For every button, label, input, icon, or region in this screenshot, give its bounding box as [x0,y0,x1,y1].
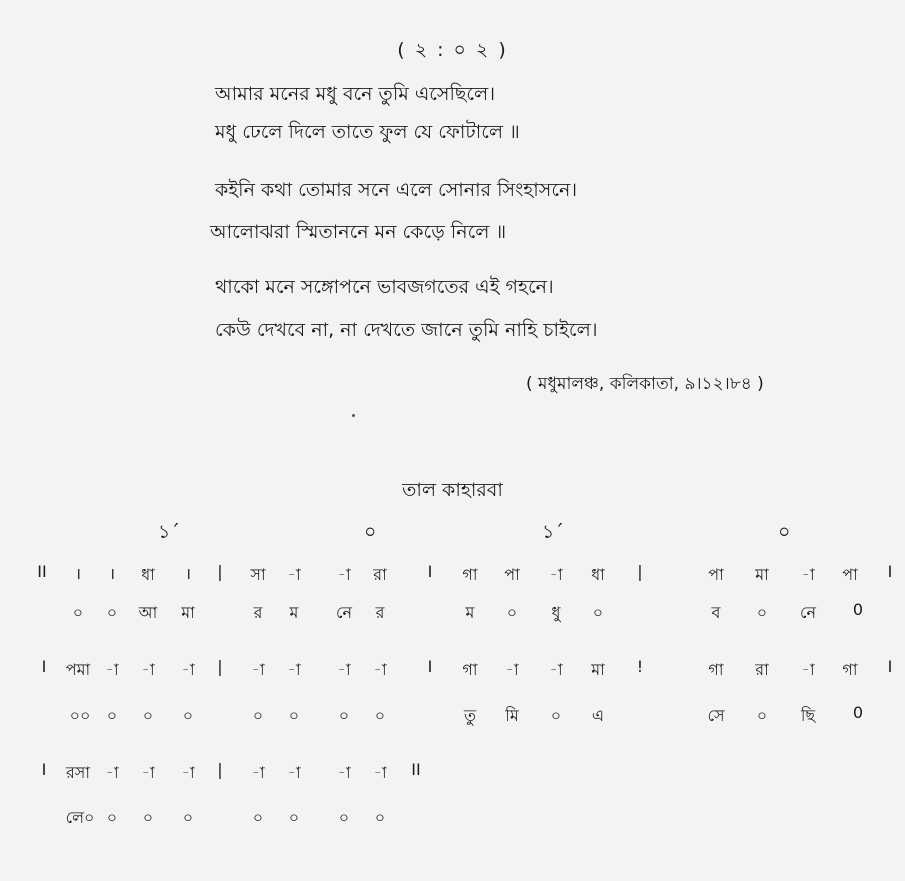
swara-cell: I [41,657,47,676]
swara-cell: পমা [65,660,91,679]
swara-cell: | [637,562,643,581]
notation-row-3 [0,760,905,786]
swara-cell: রা [755,660,769,679]
swara-cell: মা [755,565,769,584]
lyric-cell: ০ [182,706,194,725]
swara-cell: I [887,657,893,676]
lyric-cell: ০ [756,706,768,725]
swara-cell: গা [708,660,724,679]
lyric-cell: ০ [252,706,264,725]
swara-cell: । [184,564,192,583]
lyric-cell: ০ [252,808,264,827]
poem-line-1: আমার মনের মধু বনে তুমি এসেছিলে। [215,83,496,105]
lyric-cell: ০ [338,808,350,827]
lyric-cell: ০ [550,706,562,725]
swara-cell: গা [842,660,858,679]
lyric-cell: ০ [756,603,768,622]
lyric-cell: ছি [800,706,816,725]
swara-cell: পা [842,565,858,584]
swara-cell: | [217,562,223,581]
lyric-cell: ম [465,603,475,622]
poem-line-6: কেউ দেখবে না, না দেখতে জানে তুমি নাহি চাইলে। [215,319,598,341]
poem-line-4: আলোঝরা স্মিতাননে মন কেড়ে নিলে ॥ [210,221,507,243]
lyric-cell: র [375,603,385,622]
lyric-cell: ০ [288,706,300,725]
beat-mark: ০ [778,521,791,543]
swara-cell: ধা [591,565,605,584]
swara-cell: -া [181,763,195,782]
swara-cell: -া [251,660,265,679]
swara-cell: গা [462,660,478,679]
lyric-cell: ০ [106,603,118,622]
swara-cell: | [217,657,223,676]
swara-cell: I [887,562,893,581]
lyric-cell: ০ [338,706,350,725]
swara-cell: -া [801,565,815,584]
lyric-cell: নে [799,603,817,622]
lyric-cell: ০০ [69,706,91,725]
swara-cell: II [37,562,47,581]
lyric-cell: সে [707,706,725,725]
lyric-cell: ০ [182,808,194,827]
lyric-cell: ০ [374,706,386,725]
swara-cell: পা [708,565,724,584]
swara-cell: ধা [141,565,155,584]
swara-cell: I [427,562,433,581]
beat-mark: ১´ [158,521,180,543]
lyric-cell: ০ [106,706,118,725]
swara-cell: গা [462,565,478,584]
swara-cell: -া [549,660,563,679]
swara-cell: -া [287,763,301,782]
lyric-cell: ব [711,603,721,622]
swara-cell: -া [287,565,301,584]
swara-cell: -া [505,660,519,679]
notation-row-2 [0,657,905,683]
poem-line-5: থাকো মনে সঙ্গোপনে ভাবজগতের এই গহনে। [215,276,554,298]
swara-cell: -া [141,763,155,782]
lyric-cell: 0 [852,703,864,722]
swara-cell: -া [337,565,351,584]
swara-cell: | [217,760,223,779]
lyric-cell: 0 [852,600,864,619]
swara-cell: -া [549,565,563,584]
swara-cell: সা [250,565,266,584]
lyrics-row-3 [0,805,905,831]
lyric-cell: ০ [72,603,84,622]
lyric-cell: আ [138,603,158,622]
lyric-cell: ০ [592,603,604,622]
swara-cell: II [411,760,421,779]
swara-cell: রা [373,565,387,584]
source-citation: ( মধুমালঞ্চ, কলিকাতা, ৯।১২।৮৪ ) [526,374,764,394]
swara-cell: -া [373,660,387,679]
taal-title: তাল কাহারবা [402,479,503,501]
lyric-cell: ০ [506,603,518,622]
lyric-cell: ম [289,603,299,622]
swara-cell: -া [287,660,301,679]
notation-row-1 [0,562,905,588]
lyrics-row-1 [0,600,905,626]
lyric-cell: মি [505,706,519,725]
swara-cell: রসা [65,763,91,782]
swara-cell: । [74,564,82,583]
lyric-cell: নে [335,603,353,622]
lyric-cell: ০ [288,808,300,827]
lyric-cell: তু [463,706,477,725]
lyric-cell: ধু [551,603,561,622]
swara-cell: -া [251,763,265,782]
lyric-cell: র [253,603,263,622]
swara-cell: -া [105,660,119,679]
lyric-cell: ০ [106,808,118,827]
lyrics-row-2 [0,703,905,729]
swara-cell: -া [801,660,815,679]
swara-cell: পা [504,565,520,584]
beat-mark: ১´ [542,521,564,543]
poem-line-3: কইনি কথা তোমার সনে এলে সোনার সিংহাসনে। [215,179,578,201]
beat-mark: ০ [364,521,377,543]
swara-cell: । [108,564,116,583]
poem-line-2: মধু ঢেলে দিলে তাতে ফুল যে ফোটালে ॥ [215,121,520,143]
lyric-cell: ০ [374,808,386,827]
swara-cell: -া [181,660,195,679]
swara-cell: মা [591,660,605,679]
swara-cell: I [41,760,47,779]
lyric-cell: ০ [142,808,154,827]
swara-cell: -া [105,763,119,782]
swara-cell: ! [636,657,644,676]
song-number: ( ২ : ০ ২ ) [397,39,508,61]
swara-cell: I [427,657,433,676]
stray-dot [352,414,355,417]
swara-cell: -া [337,660,351,679]
lyric-cell: ০ [142,706,154,725]
swara-cell: -া [337,763,351,782]
lyric-cell: এ [591,706,605,725]
swara-cell: -া [141,660,155,679]
swara-cell: -া [373,763,387,782]
lyric-cell: লে০ [65,808,95,827]
lyric-cell: মা [181,603,195,622]
